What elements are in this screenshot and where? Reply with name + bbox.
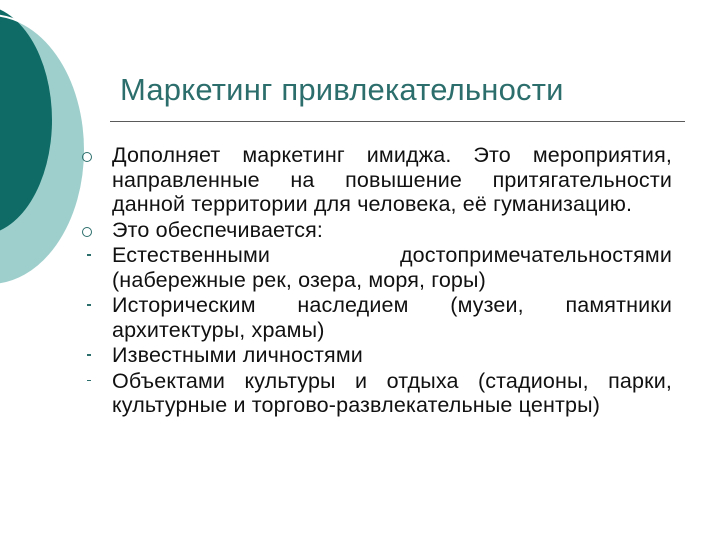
circle-bullet-icon (82, 152, 92, 162)
slide-title: Маркетинг привлекательности (120, 72, 564, 107)
list-item-text: Дополняет маркетинг имиджа. Это мероприятия, направленные на повышение притягательности данной территории для человека, её гуманизацию. (112, 143, 672, 216)
list-item (78, 143, 672, 217)
circle-bullet-icon (82, 227, 92, 237)
dash-bullet-icon (87, 354, 91, 356)
list-item (78, 243, 672, 292)
list-item-text: Объектами культуры и отдыха (стадионы, парки, культурные и торгово-развлекательные центры) (112, 368, 672, 417)
dash-bullet-icon (87, 380, 91, 382)
list-item (78, 218, 672, 243)
list-item-text: Естественными достопримечательностями (набережные рек, озера, моря, горы) (112, 243, 672, 292)
list-item (78, 293, 672, 342)
list-item (78, 343, 672, 368)
dash-bullet-icon (87, 254, 91, 256)
bullet-list (78, 143, 672, 419)
dash-bullet-icon (87, 304, 91, 306)
list-item-text: Это обеспечивается: (112, 217, 324, 242)
list-item-text: Известными личностями (112, 343, 363, 367)
title-divider (110, 121, 685, 122)
list-item (78, 369, 672, 418)
list-item-text: Историческим наследием (музеи, памятники архитектуры, храмы) (112, 293, 672, 342)
